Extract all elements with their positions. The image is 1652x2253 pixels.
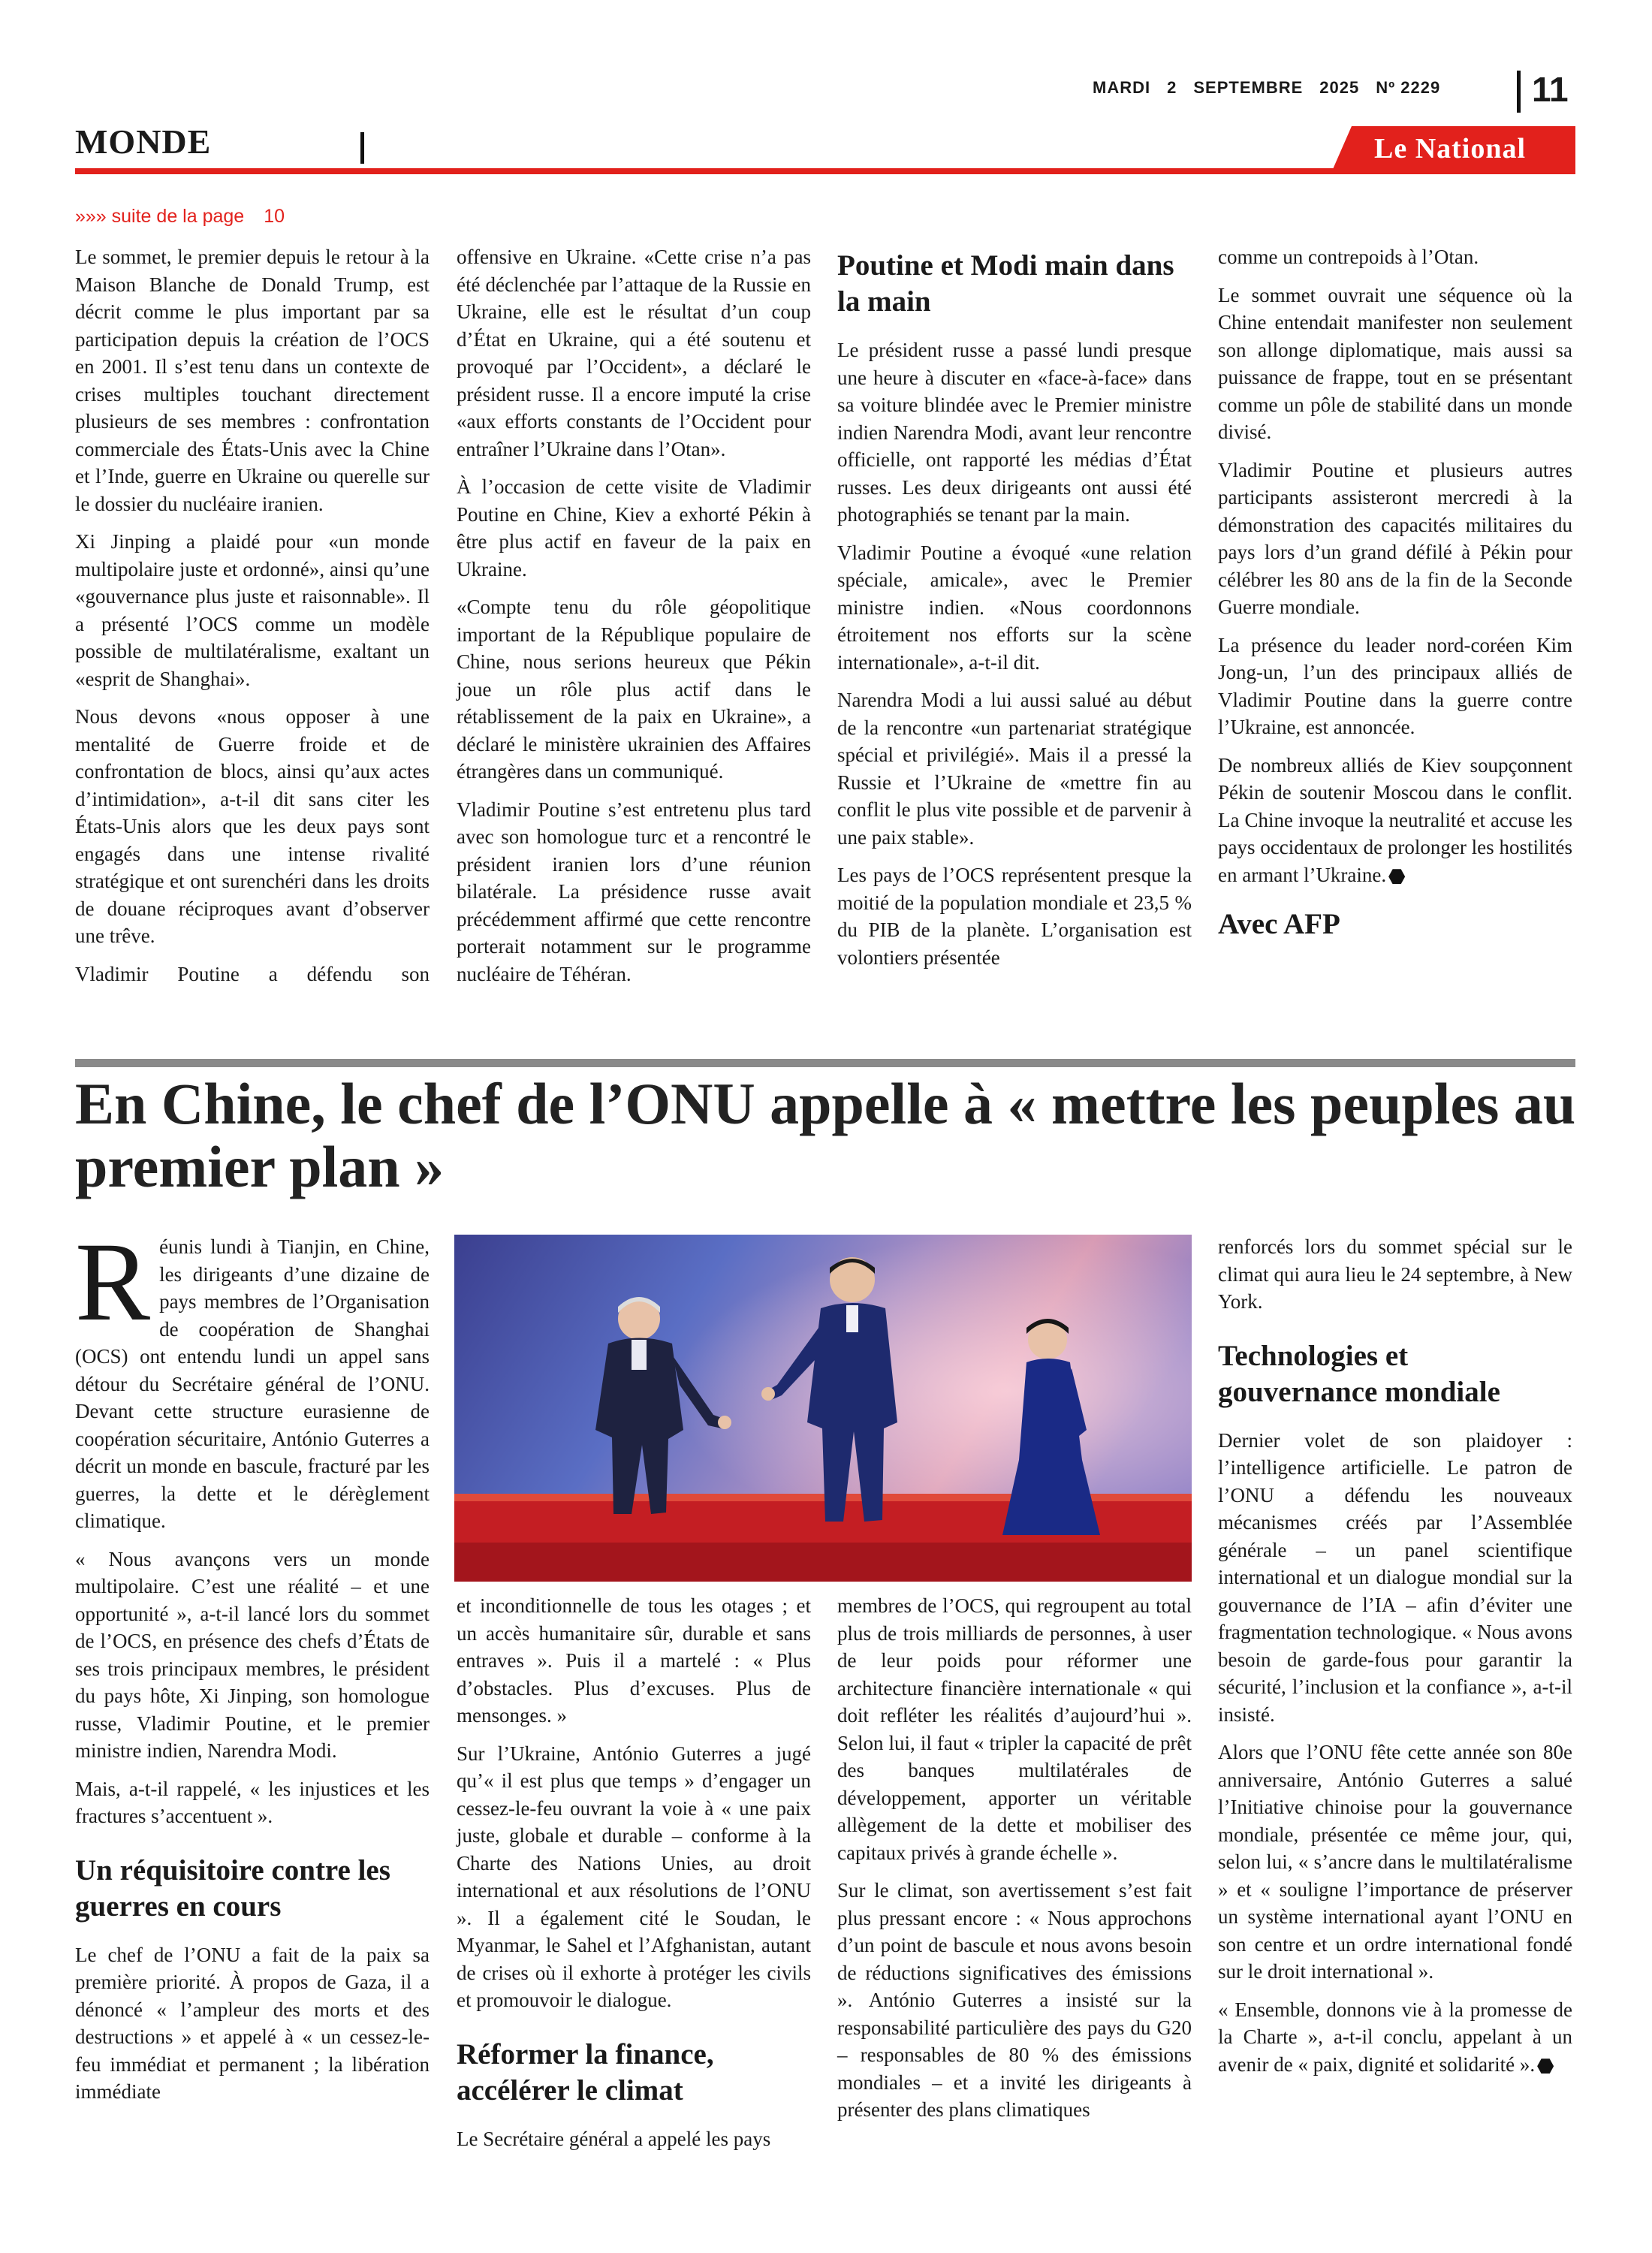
- paragraph-text: « Ensemble, donnons vie à la promesse de la Charte », a-t-il conclu, appelant à un avenir de « paix, dignité et solidarité ».: [1218, 1998, 1572, 2076]
- page-number-divider: [1517, 71, 1521, 113]
- end-mark-icon: [1537, 2058, 1554, 2074]
- date-year: 2025: [1319, 78, 1360, 97]
- article-divider: [75, 1059, 1575, 1067]
- paragraph-last: [1218, 752, 1572, 889]
- paragraph: offensive en Ukraine. «Cette crise n’a pas été déclenchée par l’attaque de la Russie en Ukraine, elle est le résultat d’un coup d’État en Ukraine, qui a été soutenu et provoqué par l’Occident», a déclaré le président russe. Il a encore imputé la crise «aux efforts constants de l’Occident pour entraîner l’Ukraine dans l’Otan».: [457, 246, 811, 460]
- drop-cap: R: [75, 1220, 151, 1344]
- signature: Avec AFP: [1218, 908, 1340, 940]
- paragraph: Vladimir Poutine s’est entretenu plus tard avec son homologue turc et a rencontré le président iranien lors d’une réunion bilatérale. La présidence russe avait précédemment affirmé que cette rencontre porterait notamment sur le programme nucléaire de Téhéran.: [457, 798, 811, 985]
- paragraph: Le chef de l’ONU a fait de la paix sa première priorité. À propos de Gaza, il a dénoncé « l’ampleur des morts et des destructions » et appelé à « un cessez-le-feu immédiat et permanent ; la libération immédiate: [75, 1943, 430, 2103]
- brand-name: Le National: [1374, 133, 1527, 164]
- paragraph: membres de l’OCS, qui regroupent au total plus de trois milliards de personnes, à user de leur poids pour réformer une architecture financière internationale « qui doit refléter les réalités d’aujourd’hui ». Selon lui, il faut « tripler la capacité de prêt des banques multilatérales de développement, apporter un véritable allègement de la dette et mobiliser des capitaux privés à grande échelle ».: [837, 1594, 1192, 1864]
- end-mark-icon: [1388, 869, 1405, 884]
- main-article-column-4: [1218, 1233, 1572, 2089]
- subheading-poutine-modi: Poutine et Modi main dans la main: [837, 249, 1174, 318]
- main-headline: En Chine, le chef de l’ONU appelle à « mettre les peuples au premier plan »: [75, 1071, 1576, 1199]
- date-number: 2: [1167, 78, 1177, 97]
- top-article-column-3: [837, 243, 1192, 982]
- continuation-link[interactable]: [75, 206, 285, 228]
- article-photo: [454, 1235, 1192, 1582]
- page-number: 11: [1532, 70, 1569, 109]
- issue-number: Nº 2229: [1376, 78, 1441, 97]
- paragraph: À l’occasion de cette visite de Vladimir Poutine en Chine, Kiev a exhorté Pékin à être plus actif en faveur de la paix en Ukraine.: [457, 475, 811, 581]
- paragraph: Le président russe a passé lundi presque une heure à discuter en «face-à-face» dans sa voiture blindée avec le Premier ministre indien Narendra Modi, avant leur rencontre officielle, ont rapporté les médias d’État russes. Les deux dirigeants ont aussi été photographiés se tenant par la main.: [837, 339, 1192, 526]
- continuation-page: 10: [264, 206, 285, 227]
- subheading-technologies: Technologies et gouvernance mondiale: [1218, 1339, 1500, 1408]
- paragraph-text: De nombreux alliés de Kiev soupçonnent Pékin de soutenir Moscou dans le conflit. La Chine invoque la neutralité et accuse les pays occidentaux de prolonger les hostilités en armant l’Ukraine.: [1218, 753, 1572, 886]
- paragraph: « Nous avançons vers un monde multipolaire. C’est une réalité – et une opportunité », a-t-il lancé lors du sommet de l’OCS, en présence des chefs d’États de ses trois principaux membres, le président du pays hôte, Xi Jinping, son homologue russe, Vladimir Poutine, et le premier ministre indien, Narendra Modi.: [75, 1547, 430, 1762]
- paragraph: Xi Jinping a plaidé pour «un monde multipolaire juste et ordonné», ainsi qu’une «gouvernance plus juste et raisonnable». Il a présenté l’OCS comme un modèle possible de multilatéralisme, exaltant un «esprit de Shanghai».: [75, 530, 430, 690]
- paragraph: Dernier volet de son plaidoyer : l’intelligence artificielle. Le patron de l’ONU a défendu les nouveaux mécanismes créés par l’Assemblée générale – un panel scientifique international et un dialogue mondial sur la gouvernance de l’IA – afin d’éviter une fragmentation technologique. « Nous avons besoin de garde-fous pour garantir la sécurité, l’inclusion et la confiance », a-t-il insisté.: [1218, 1428, 1572, 1726]
- continuation-label: »»» suite de la page: [75, 206, 245, 227]
- top-article-column-1: [75, 243, 430, 998]
- paragraph: Les pays de l’OCS représentent presque la moitié de la population mondiale et 23,5 % du PIB de la planète. L’organisation est volontiers présentée: [837, 864, 1192, 969]
- section-divider: [360, 132, 364, 164]
- paragraph: La présence du leader nord-coréen Kim Jong-un, l’un des principaux alliés de Vladimir Poutine dans la guerre contre l’Ukraine, est annoncée.: [1218, 633, 1572, 738]
- lead-paragraph: [75, 1220, 430, 1535]
- main-article-column-2: [457, 1592, 811, 2163]
- paragraph: Mais, a-t-il rappelé, « les injustices et les fractures s’accentuent ».: [75, 1777, 430, 1827]
- subheading-requisitoire: Un réquisitoire contre les guerres en cours: [75, 1853, 390, 1923]
- date-day: MARDI: [1093, 78, 1151, 97]
- paragraph: Le sommet ouvrait une séquence où la Chine entendait manifester non seulement son allonge diplomatique, mais aussi sa puissance de frappe, tout en se présentant comme un pôle de stabilité dans un monde divisé.: [1218, 283, 1572, 443]
- main-article-column-1: [75, 1220, 430, 2116]
- top-article-column-2: [457, 243, 811, 998]
- paragraph: «Compte tenu du rôle géopolitique important de la République populaire de Chine, nous serions heureux que Pékin joue un rôle plus actif dans le rétablissement de la paix en Ukraine», a déclaré le ministère ukrainien des Affaires étrangères dans un communiqué.: [457, 596, 811, 783]
- paragraph: renforcés lors du sommet spécial sur le climat qui aura lieu le 24 septembre, à New York.: [1218, 1235, 1572, 1313]
- paragraph: Vladimir Poutine a défendu son: [75, 962, 430, 985]
- photo-illustration: [454, 1235, 1192, 1582]
- paragraph: Narendra Modi a lui aussi salué au début de la rencontre «un partenariat stratégique spécial et privilégié». Mais il a pressé la Russie et l’Ukraine de «mettre fin au conflit le plus vite possible et de parvenir à une paix stable».: [837, 689, 1192, 849]
- paragraph-last: [1218, 1996, 1572, 2079]
- paragraph: comme un contrepoids à l’Otan.: [1218, 246, 1479, 268]
- subheading-finance-climat: Réformer la finance, accélérer le climat: [457, 2037, 714, 2107]
- paragraph: Vladimir Poutine a évoqué «une relation spéciale, amicale», avec le Premier ministre indien. «Nous coordonnons étroitement nos efforts sur la scène internationale», a-t-il dit.: [837, 541, 1192, 674]
- top-article-column-4: [1218, 243, 1572, 939]
- paragraph: Nous devons «nous opposer à une mentalité de Guerre froide et de confrontation de blocs, ainsi qu’aux actes d’intimidation», a-t-il dit sans citer les États-Unis alors que les deux pays sont engagés dans une intense rivalité stratégique et ont surenchéri dans les droits de douane réciproques avant d’observer une trêve.: [75, 705, 430, 947]
- paragraph: Sur l’Ukraine, António Guterres a jugé qu’« il est plus que temps » d’engager un cessez-le-feu ouvrant la voie à « une paix juste, globale et durable – conforme à la Charte des Nations Unies, au droit international et aux résolutions de l’ONU ». Il a également cité le Soudan, le Myanmar, le Sahel et l’Afghanistan, autant de crises où il exhorte à protéger les civils et promouvoir le dialogue.: [457, 1742, 811, 2011]
- paragraph: Vladimir Poutine et plusieurs autres participants assisteront mercredi à la démonstration des capacités militaires du pays lors d’un grand défilé à Pékin pour célébrer les 80 ans de la fin de la Seconde Guerre mondiale.: [1218, 458, 1572, 618]
- paragraph-text: éunis lundi à Tianjin, en Chine, les dirigeants d’une dizaine de pays membres de l’Organisation de coopération de Shanghai (OCS) ont entendu lundi un appel sans détour du Secrétaire général de l’ONU. Devant cette structure eurasienne de coopération sécuritaire, António Guterres a décrit un monde en bascule, fracturé par les guerres, la dette et le dérèglement climatique.: [75, 1235, 430, 1532]
- section-title: MONDE: [75, 122, 212, 161]
- paragraph: Sur le climat, son avertissement s’est fait plus pressant encore : « Nous approchons d’un point de bascule et nous avons besoin de réductions significatives des émissions ». António Guterres a insisté sur la responsabilité particulière des pays du G20 – responsables de 80 % des émissions mondiales – et a invité les dirigeants à présenter des plans climatiques: [837, 1879, 1192, 2121]
- paragraph: Le sommet, le premier depuis le retour à la Maison Blanche de Donald Trump, est décrit comme le plus important par sa participation depuis la création de l’OCS en 2001. Il s’est tenu dans un contexte de crises multiples touchant directement plusieurs de ses membres : confrontation commerciale des États-Unis avec la Chine et l’Inde, guerre en Ukraine ou querelle sur le dossier du nucléaire iranien.: [75, 246, 430, 515]
- paragraph: et inconditionnelle de tous les otages ; et un accès humanitaire sûr, durable et sans entraves ». Puis il a martelé : « Plus d’obstacles. Plus d’excuses. Plus de mensonges. »: [457, 1594, 811, 1727]
- header-rule: [75, 168, 1575, 174]
- dateline: [1093, 78, 1457, 98]
- main-article-column-3: [837, 1592, 1192, 2134]
- date-month: SEPTEMBRE: [1193, 78, 1304, 97]
- paragraph: Alors que l’ONU fête cette année son 80e anniversaire, António Guterres a salué l’Initiative chinoise pour la gouvernance mondiale, présentée ce même jour, qui, selon lui, « s’ancre dans le multilatéralisme » et « souligne l’importance de préserver un système international ayant l’ONU en son centre et un ordre international fondé sur le droit international ».: [1218, 1741, 1572, 1983]
- paragraph: Le Secrétaire général a appelé les pays: [457, 2127, 771, 2150]
